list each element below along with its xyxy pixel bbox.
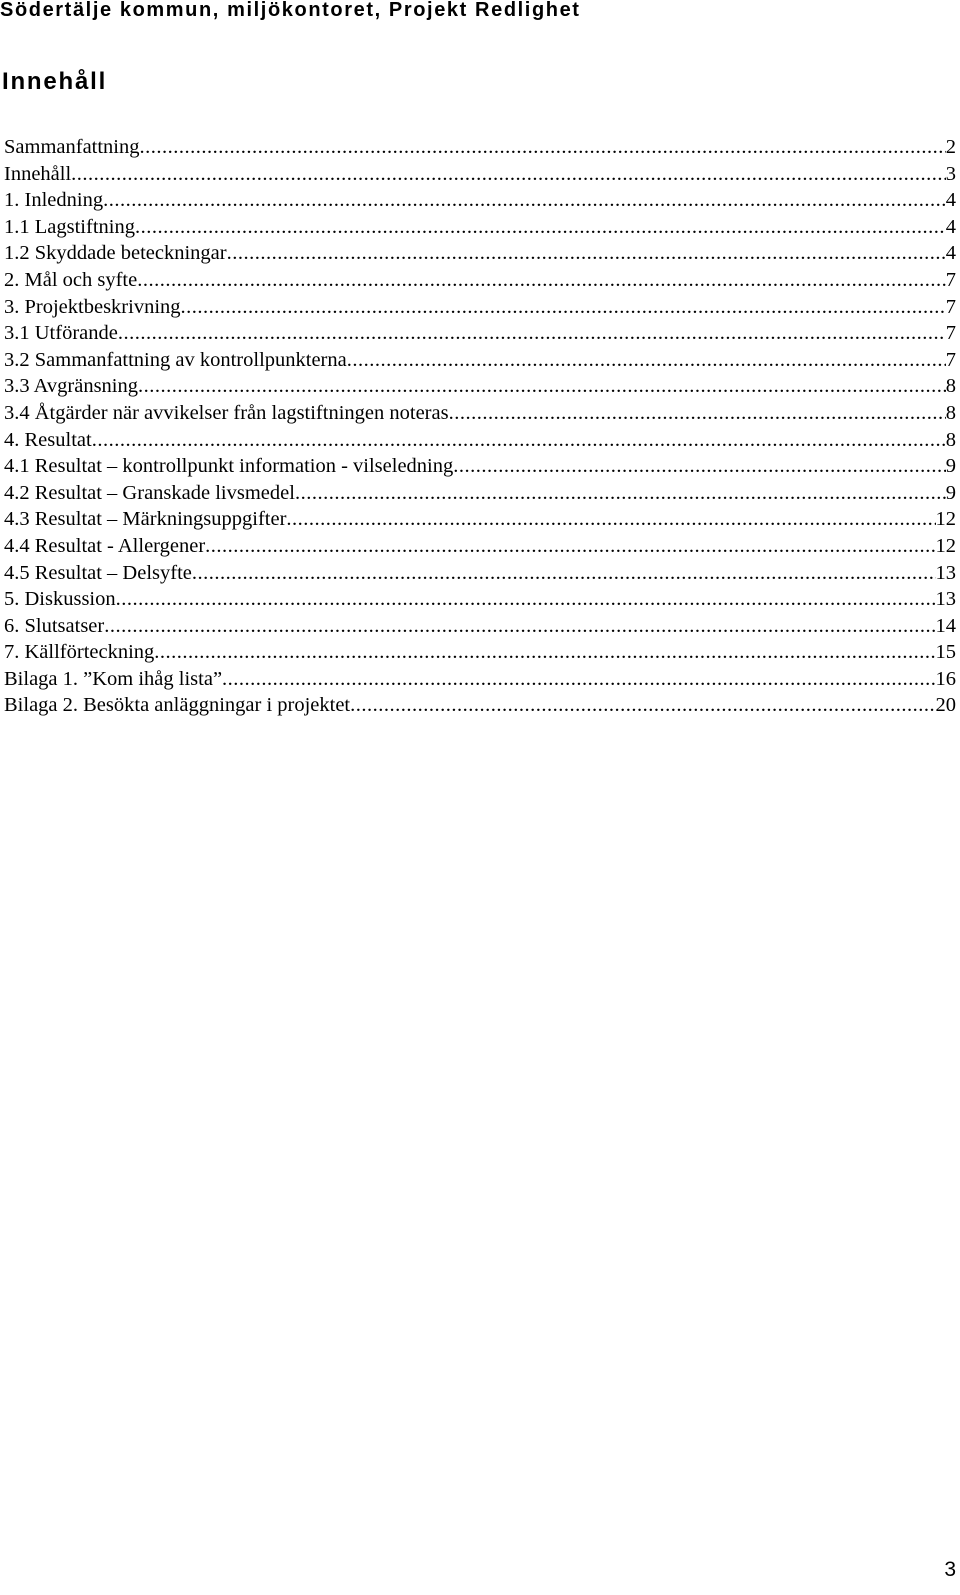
- toc-entry-title: 3.3 Avgränsning: [4, 375, 139, 398]
- toc-dot-leader: [222, 666, 935, 693]
- toc-entry-page: 9: [945, 455, 956, 478]
- toc-heading: Innehåll: [2, 68, 108, 95]
- toc-dot-leader: [116, 586, 936, 613]
- running-header: Södertälje kommun, miljökontoret, Projekt Redlighet: [0, 0, 581, 21]
- toc-entry-title: 4.2 Resultat – Granskade livsmedel: [4, 481, 295, 504]
- toc-dot-leader: [118, 320, 946, 347]
- toc-entry-title: 7. Källförteckning: [4, 641, 155, 664]
- toc-entry-page: 12: [935, 508, 956, 531]
- toc-entry[interactable]: [4, 613, 956, 640]
- toc-dot-leader: [181, 294, 946, 321]
- toc-entry[interactable]: [4, 533, 956, 560]
- toc-entry-title: Bilaga 2. Besökta anläggningar i projektet: [4, 694, 351, 717]
- toc-entry[interactable]: [4, 267, 956, 294]
- toc-dot-leader: [453, 453, 946, 480]
- toc-entry-page: 4: [945, 242, 956, 265]
- toc-entry[interactable]: [4, 666, 956, 693]
- toc-entry-page: 8: [945, 401, 956, 424]
- toc-entry[interactable]: [4, 453, 956, 480]
- toc-dot-leader: [92, 427, 946, 454]
- toc-entry[interactable]: [4, 320, 956, 347]
- toc-entry-title: 4. Resultat: [4, 428, 92, 451]
- toc-entry-title: Bilaga 1. ”Kom ihåg lista”: [4, 667, 223, 690]
- toc-dot-leader: [286, 506, 935, 533]
- toc-dot-leader: [205, 533, 935, 560]
- toc-entry-page: 12: [935, 534, 956, 557]
- toc-entry-title: 3. Projektbeskrivning: [4, 295, 181, 318]
- toc-entry-page: 13: [935, 588, 956, 611]
- toc-dot-leader: [103, 187, 946, 214]
- toc-entry-page: 4: [945, 189, 956, 212]
- toc-entry-page: 7: [945, 322, 956, 345]
- toc-entry[interactable]: [4, 639, 956, 666]
- toc-dot-leader: [192, 560, 936, 587]
- toc-entry-page: 7: [945, 348, 956, 371]
- toc-entry[interactable]: [4, 347, 956, 374]
- toc-entry[interactable]: [4, 586, 956, 613]
- toc-entry-page: 2: [945, 136, 956, 158]
- toc-entry-title: 1.2 Skyddade beteckningar: [4, 242, 227, 265]
- toc-entry-page: 4: [945, 215, 956, 238]
- toc-entry[interactable]: [4, 400, 956, 427]
- toc-entry-title: 4.3 Resultat – Märkningsuppgifter: [4, 508, 287, 531]
- toc-dot-leader: [135, 214, 946, 241]
- toc-entry-page: 9: [945, 481, 956, 504]
- toc-entry-title: Sammanfattning: [4, 136, 140, 158]
- toc-entry-title: 4.4 Resultat - Allergener: [4, 534, 206, 557]
- toc-dot-leader: [227, 240, 946, 267]
- toc-entry-title: 3.4 Åtgärder när avvikelser från lagstiftningen noteras: [4, 401, 449, 424]
- toc-dot-leader: [138, 373, 946, 400]
- toc-entry[interactable]: [4, 692, 956, 719]
- toc-dot-leader: [449, 400, 946, 427]
- toc-dot-leader: [154, 639, 935, 666]
- toc-entry[interactable]: [4, 560, 956, 587]
- toc-entry[interactable]: [4, 427, 956, 454]
- toc-dot-leader: [350, 692, 935, 719]
- toc-entry-page: 13: [935, 561, 956, 584]
- toc-entry-title: 1. Inledning: [4, 189, 104, 212]
- toc-dot-leader: [295, 480, 946, 507]
- toc-entry-page: 8: [945, 375, 956, 398]
- toc-entry[interactable]: [4, 134, 956, 161]
- toc-entry-title: 1.1 Lagstiftning: [4, 215, 135, 238]
- toc-entry-page: 15: [935, 641, 956, 664]
- toc-entry[interactable]: [4, 214, 956, 241]
- toc-entry-title: 3.2 Sammanfattning av kontrollpunkterna: [4, 348, 347, 371]
- toc-dot-leader: [137, 267, 946, 294]
- toc-entry-title: Innehåll: [4, 162, 72, 185]
- toc-entry-title: 5. Diskussion: [4, 588, 116, 611]
- toc-entry-page: 7: [945, 295, 956, 318]
- toc-entry[interactable]: [4, 480, 956, 507]
- toc-dot-leader: [347, 347, 946, 374]
- toc-entry[interactable]: [4, 506, 956, 533]
- table-of-contents: [4, 134, 956, 719]
- toc-entry[interactable]: [4, 161, 956, 188]
- toc-entry-title: 2. Mål och syfte: [4, 268, 138, 291]
- toc-dot-leader: [104, 613, 935, 640]
- toc-entry[interactable]: [4, 373, 956, 400]
- toc-entry[interactable]: [4, 240, 956, 267]
- toc-entry-page: 16: [935, 667, 956, 690]
- toc-dot-leader: [140, 134, 946, 161]
- toc-entry[interactable]: [4, 187, 956, 214]
- toc-entry-page: 20: [935, 694, 956, 717]
- toc-entry-title: 4.1 Resultat – kontrollpunkt information - vilseledning: [4, 455, 454, 478]
- toc-entry-title: 6. Slutsatser: [4, 614, 105, 637]
- toc-entry[interactable]: [4, 294, 956, 321]
- toc-entry-page: 8: [945, 428, 956, 451]
- toc-entry-title: 4.5 Resultat – Delsyfte: [4, 561, 192, 584]
- toc-dot-leader: [71, 161, 946, 188]
- toc-entry-page: 3: [945, 162, 956, 185]
- toc-entry-page: 14: [935, 614, 956, 637]
- toc-entry-title: 3.1 Utförande: [4, 322, 118, 345]
- toc-entry-page: 7: [945, 268, 956, 291]
- page-number: 3: [944, 1558, 956, 1581]
